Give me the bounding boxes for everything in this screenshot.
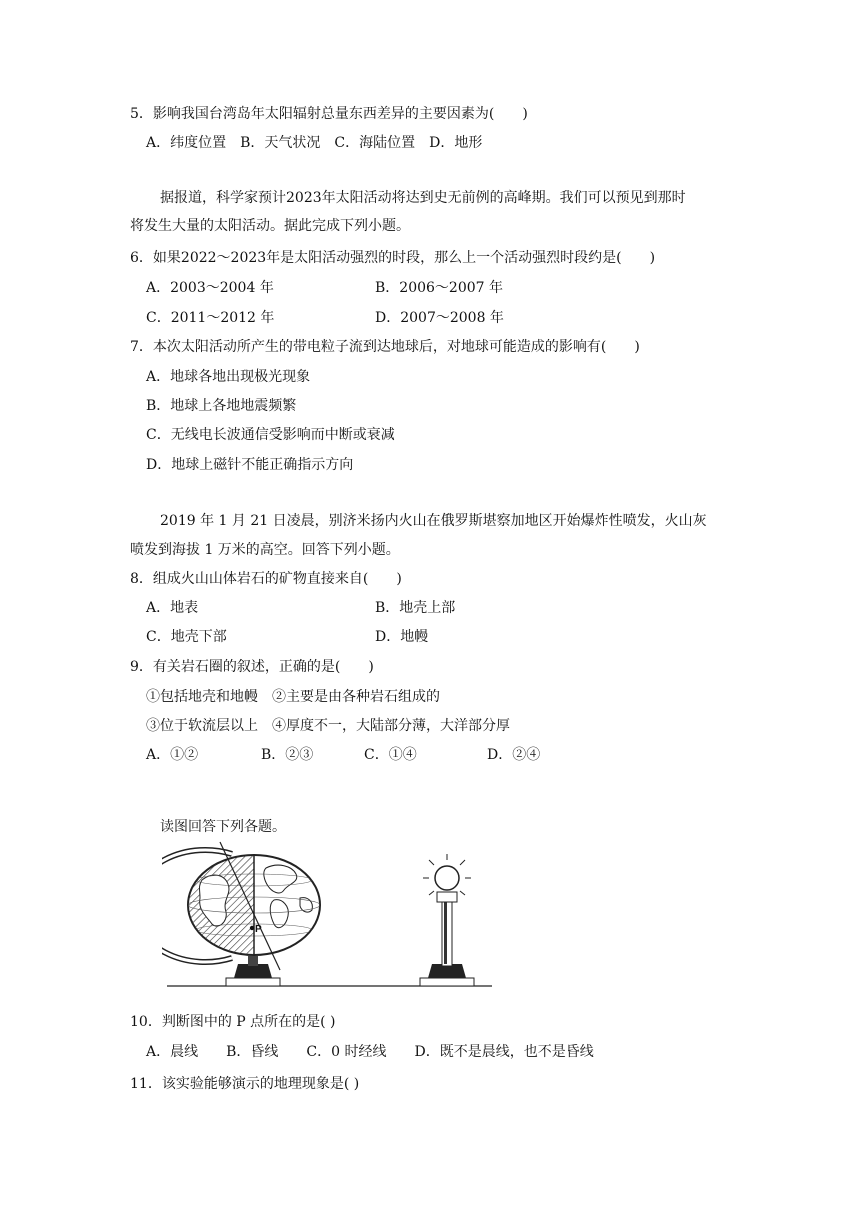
q5-stem: 5．影响我国台湾岛年太阳辐射总量东西差异的主要因素为( ) [130, 106, 528, 122]
lamp-socket [437, 892, 457, 902]
q6-option-b: B．2006～2007 年 [375, 280, 503, 296]
lamp-base [420, 978, 474, 986]
passage1-line1: 据报道，科学家预计2023年太阳活动将达到史无前例的高峰期。我们可以预见到那时 [160, 190, 686, 206]
lamp-bulb [435, 866, 459, 890]
q10-stem: 10．判断图中的 P 点所在的是( ) [130, 1014, 336, 1030]
q9-option-b: B．②③ [261, 747, 314, 763]
q7-option-a: A．地球各地出现极光现象 [146, 369, 311, 385]
q7-option-d: D．地球上磁针不能正确指示方向 [146, 457, 354, 473]
q11-stem: 11．该实验能够演示的地理现象是( ) [130, 1076, 360, 1092]
globe-lamp-figure [162, 840, 502, 990]
q8-stem: 8．组成火山山体岩石的矿物直接来自( ) [130, 571, 402, 587]
passage1-line2: 将发生大量的太阳活动。据此完成下列小题。 [130, 218, 410, 234]
q8-option-a: A．地表 [146, 600, 199, 616]
q6-option-c: C．2011～2012 年 [146, 310, 275, 326]
q9-option-c: C．①④ [364, 747, 417, 763]
point-p-label: P [255, 924, 262, 935]
q8-option-c: C．地壳下部 [146, 629, 227, 645]
globe-stand [234, 964, 272, 978]
passage3-line1: 读图回答下列各题。 [160, 819, 286, 835]
passage2-line2: 喷发到海拔 1 万米的高空。回答下列小题。 [130, 542, 400, 558]
q9-option-a: A．①② [146, 747, 199, 763]
q8-option-d: D．地幔 [375, 629, 429, 645]
q6-option-d: D．2007～2008 年 [375, 310, 504, 326]
globe-base [226, 978, 280, 986]
q8-option-b: B．地壳上部 [375, 600, 456, 616]
q7-option-c: C．无线电长波通信受影响而中断或衰减 [146, 427, 395, 443]
passage2-line1: 2019 年 1 月 21 日凌晨，别济米扬内火山在俄罗斯堪察加地区开始爆炸性喷发，火山灰 [160, 513, 707, 529]
q6-stem: 6．如果2022～2023年是太阳活动强烈的时段，那么上一个活动强烈时段约是( ) [130, 250, 656, 266]
globe-lamp-diagram [162, 840, 502, 990]
q9-statements-2: ③位于软流层以上 ④厚度不一，大陆部分薄，大洋部分厚 [146, 718, 510, 734]
q9-option-d: D．②④ [487, 747, 541, 763]
point-p-marker [250, 926, 254, 930]
globe-stem [248, 956, 258, 966]
q7-stem: 7．本次太阳活动所产生的带电粒子流到达地球后，对地球可能造成的影响有( ) [130, 339, 640, 355]
q9-stem: 9．有关岩石圈的叙述，正确的是( ) [130, 659, 374, 675]
q5-options: A．纬度位置 B．天气状况 C．海陆位置 D．地形 [146, 135, 483, 151]
q9-statements-1: ①包括地壳和地幔 ②主要是由各种岩石组成的 [146, 689, 440, 705]
q10-options: A．晨线 B．昏线 C．0 时经线 D．既不是晨线，也不是昏线 [146, 1044, 594, 1060]
q6-option-a: A．2003～2004 年 [146, 280, 274, 296]
q7-option-b: B．地球上各地地震频繁 [146, 398, 297, 414]
